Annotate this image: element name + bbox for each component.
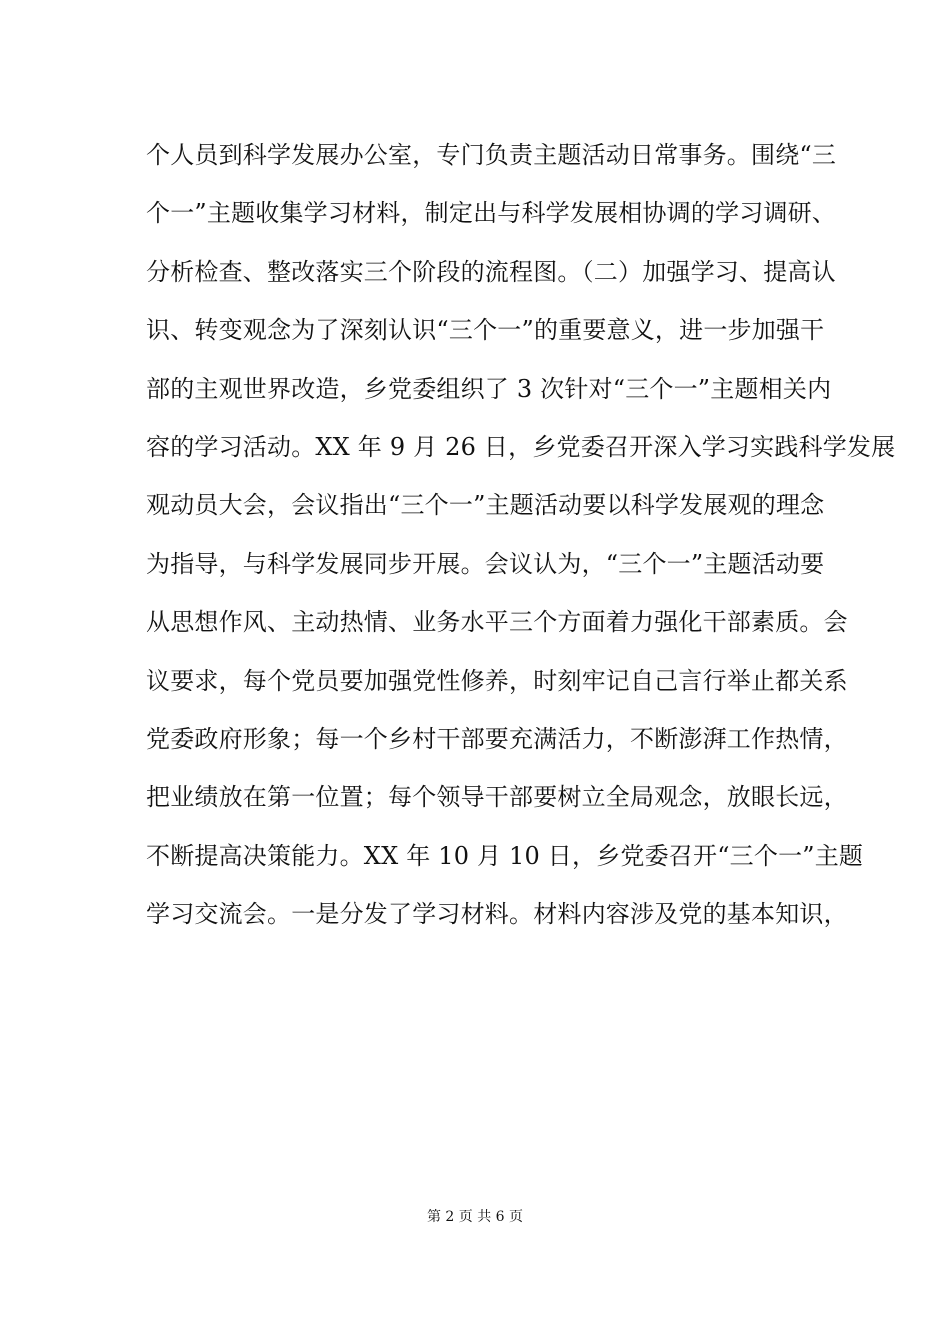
text-line: 不断提高决策能力。XX 年 10 月 10 日，乡党委召开“三个一”主题 — [146, 841, 864, 870]
text-line: 识、转变观念为了深刻认识“三个一”的重要意义，进一步加强干 — [146, 316, 825, 345]
text-line: 学习交流会。一是分发了学习材料。材料内容涉及党的基本知识， — [146, 900, 848, 929]
text-line: 为指导，与科学发展同步开展。会议认为，“三个一”主题活动要 — [146, 549, 825, 578]
text-line: 个人员到科学发展办公室，专门负责主题活动日常事务。围绕“三 — [146, 141, 837, 169]
text-line: 党委政府形象；每一个乡村干部要充满活力，不断澎湃工作热情， — [146, 724, 848, 753]
text-line: 从思想作风、主动热情、业务水平三个方面着力强化干部素质。会 — [146, 608, 848, 637]
text-line: 议要求，每个党员要加强党性修养，时刻牢记自己言行举止都关系 — [146, 666, 848, 695]
text-line: 分析检查、整改落实三个阶段的流程图。（二）加强学习、提高认 — [146, 257, 836, 286]
text-line: 把业绩放在第一位置；每个领导干部要树立全局观念，放眼长远， — [146, 783, 848, 812]
text-line: 个一”主题收集学习材料，制定出与科学发展相协调的学习调研、 — [146, 199, 837, 228]
page-number-footer: 第 2 页 共 6 页 — [426, 1209, 524, 1225]
text-line: 容的学习活动。XX 年 9 月 26 日，乡党委召开深入学习实践科学发展 — [146, 432, 896, 461]
body-paragraph — [146, 131, 896, 948]
text-line: 部的主观世界改造，乡党委组织了 3 次针对“三个一”主题相关内 — [146, 374, 832, 403]
text-line: 观动员大会，会议指出“三个一”主题活动要以科学发展观的理念 — [146, 491, 825, 520]
